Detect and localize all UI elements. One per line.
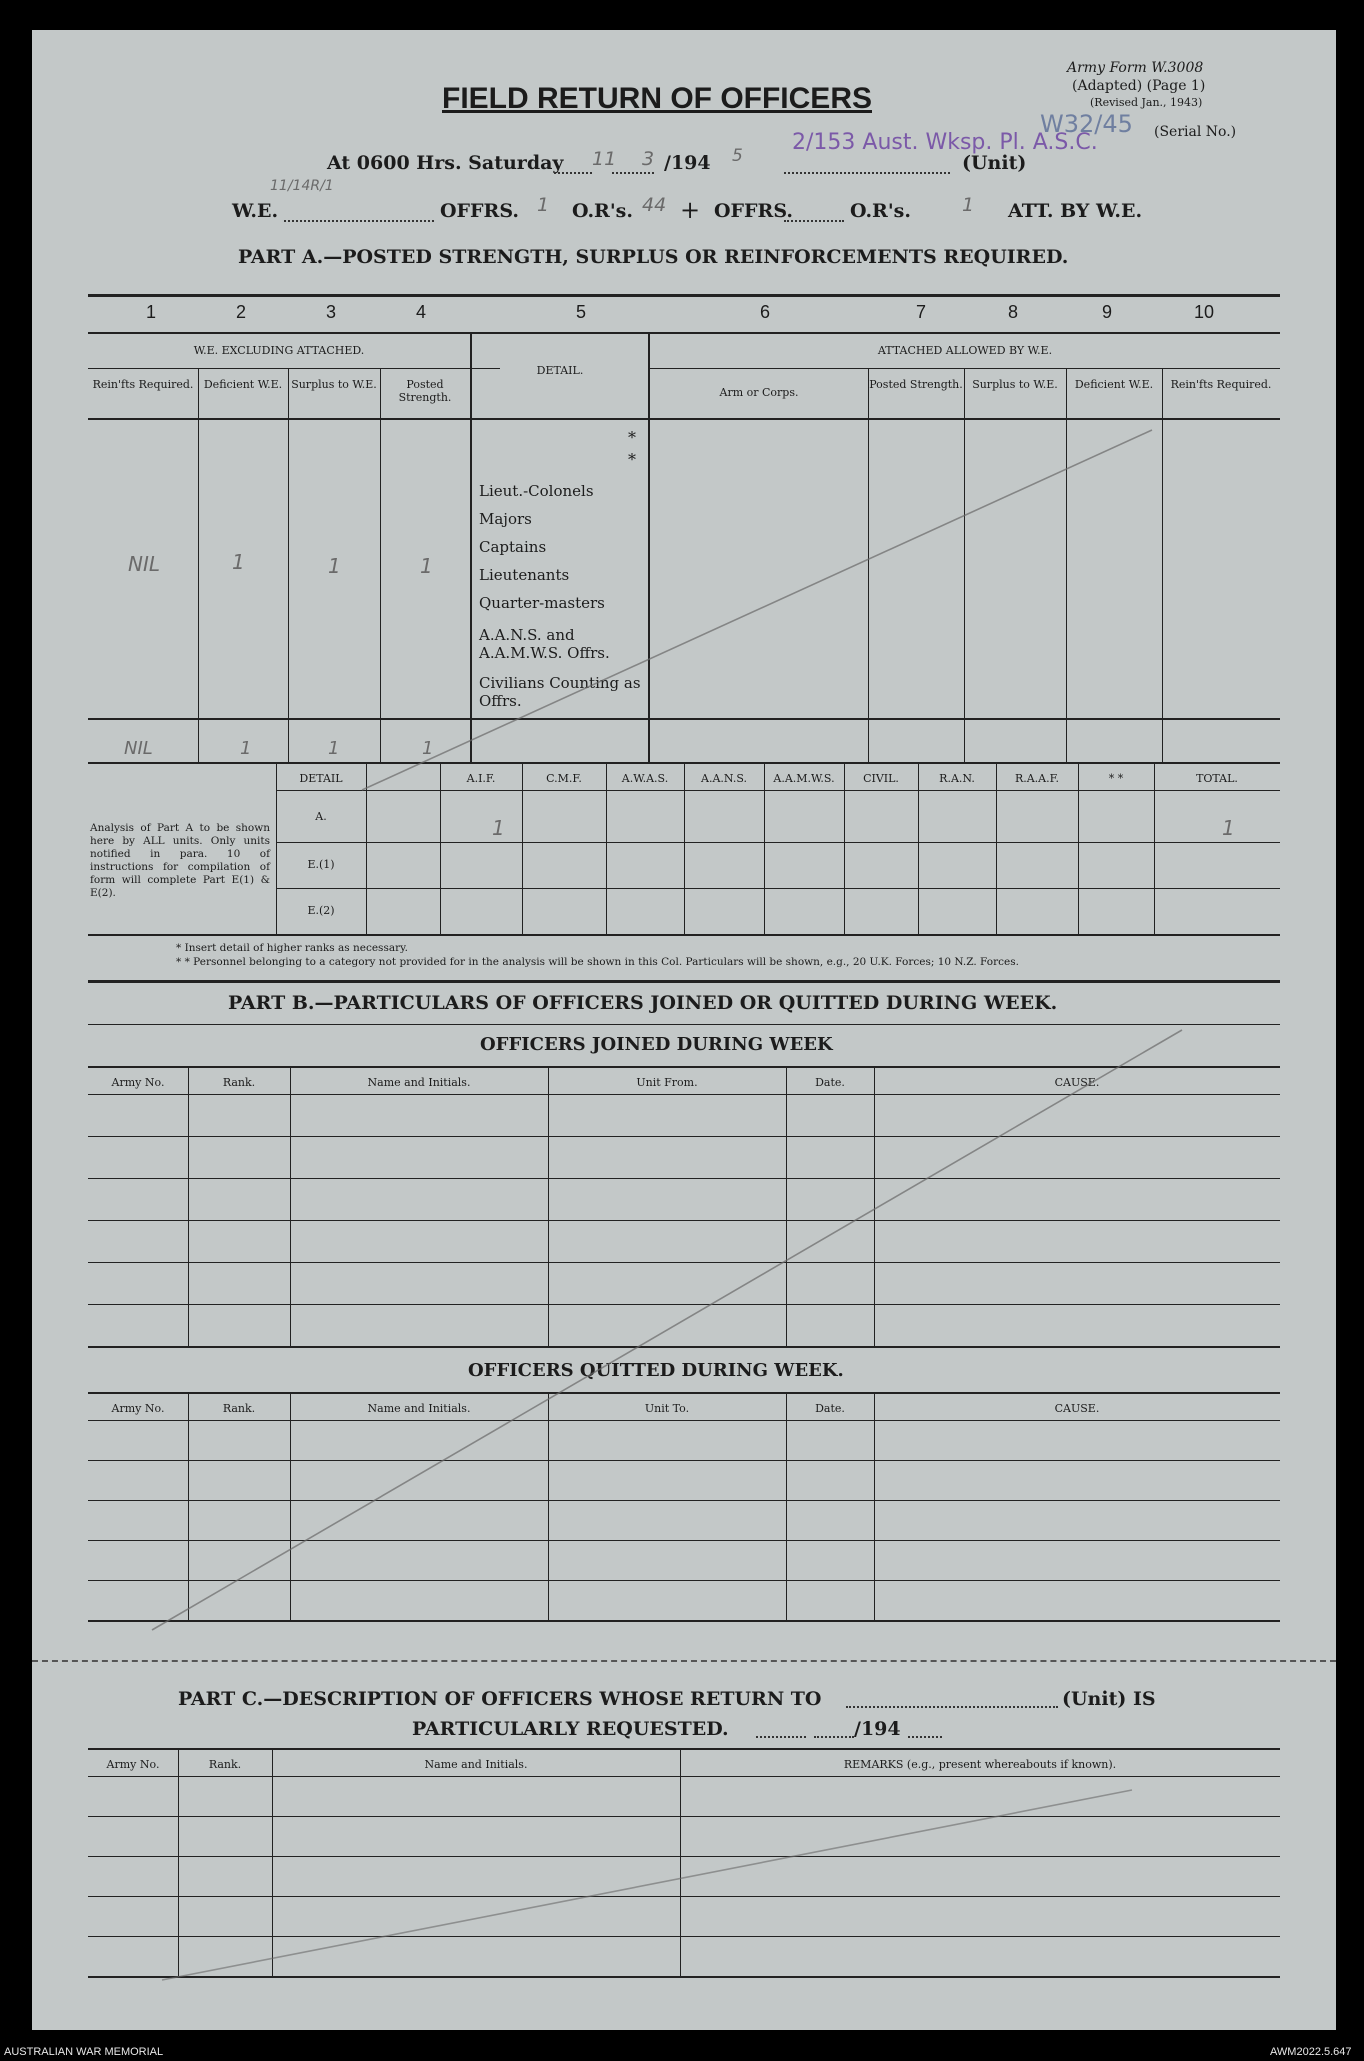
part-c-date-year: /194 (854, 1718, 901, 1740)
date-day: 11 (592, 148, 617, 170)
hw-total: 1 (1222, 816, 1235, 840)
quitted-col-army-no: Army No. (111, 1402, 165, 1415)
joined-col-cause: CAUSE. (1054, 1076, 1100, 1089)
col-number: 4 (416, 302, 427, 322)
col-number: 10 (1194, 302, 1215, 322)
offrs2-label: OFFRS. (714, 200, 793, 222)
col-att-reinforcements: Rein'fts Required. (1170, 378, 1272, 391)
col-number: 8 (1008, 302, 1019, 322)
group-header-left: W.E. EXCLUDING ATTACHED. (193, 344, 365, 357)
analysis-row-label: E.(1) (307, 858, 335, 871)
att-label: ATT. BY W.E. (1008, 200, 1143, 222)
date-year-digit: 5 (732, 146, 743, 166)
part-c-col-army-no: Army No. (106, 1758, 160, 1771)
part-c-line2: PARTICULARLY REQUESTED. (412, 1718, 729, 1740)
analysis-note: Analysis of Part A to be shown here by ALL units. Only units notified in para. 10 of instructions for compilation of form will complete Part E(1) & E(2). (90, 822, 270, 899)
quitted-title: OFFICERS QUITTED DURING WEEK. (468, 1360, 844, 1381)
analysis-col: A.W.A.S. (621, 772, 669, 785)
rank-lt-colonels: Lieut.-Colonels (479, 482, 594, 500)
rank-captains: Captains (479, 538, 547, 556)
we-note-handwritten: 11/14R/1 (270, 178, 334, 194)
quitted-col-rank: Rank. (222, 1402, 256, 1415)
analysis-col: DETAIL (299, 772, 343, 785)
analysis-col: A.I.F. (466, 772, 496, 785)
part-c-unit-label: (Unit) IS (1062, 1688, 1156, 1710)
col-number: 9 (1102, 302, 1113, 322)
col-att-surplus: Surplus to W.E. (972, 378, 1058, 391)
part-a-title: PART A.—POSTED STRENGTH, SURPLUS OR REINFORCEMENTS REQUIRED. (238, 246, 1069, 268)
analysis-col: A.A.M.W.S. (773, 772, 835, 785)
analysis-col: CIVIL. (863, 772, 899, 785)
ors-value: 44 (642, 194, 667, 216)
col-number: 1 (146, 302, 157, 322)
col-number: 5 (576, 302, 587, 322)
rank-aans: A.A.N.S. and A.A.M.W.S. Offrs. (479, 626, 610, 662)
col-posted: Posted Strength. (398, 378, 452, 404)
group-header-right: ATTACHED ALLOWED BY W.E. (877, 344, 1053, 357)
ors-label: O.R's. (572, 200, 633, 222)
hw-deficient: 1 (232, 550, 245, 574)
footnote-2: * * Personnel belonging to a category not provided for in the analysis will be shown in this Col. Particulars will be shown, e.g., 20 U.K. Forces; 10 N.Z. Forces. (176, 956, 1019, 968)
analysis-col: TOTAL. (1196, 772, 1238, 785)
analysis-col: R.A.A.F. (1014, 772, 1060, 785)
footer-accession: AWM2022.5.647 (1270, 2046, 1352, 2058)
offrs-value: 1 (537, 194, 550, 216)
rank-asterisk: * (628, 428, 636, 447)
joined-col-rank: Rank. (222, 1076, 256, 1089)
footer-archive: AUSTRALIAN WAR MEMORIAL (4, 2046, 164, 2058)
hw-aif: 1 (492, 816, 505, 840)
rank-quartermasters: Quarter-masters (479, 594, 605, 612)
hw-total-posted: 1 (422, 738, 434, 759)
rank-civilians: Civilians Counting as Offrs. (479, 674, 641, 710)
we-label: W.E. (232, 200, 279, 222)
analysis-col: A.A.N.S. (701, 772, 747, 785)
analysis-row-label: E.(2) (307, 904, 335, 917)
unit-stamp: 2/153 Aust. Wksp. Pl. A.S.C. (792, 130, 1098, 155)
analysis-row-label: A. (315, 810, 327, 823)
col-arm-corps: Arm or Corps. (719, 386, 799, 399)
offrs-label: OFFRS. (440, 200, 519, 222)
part-c-col-name: Name and Initials. (424, 1758, 528, 1771)
col-number: 3 (326, 302, 337, 322)
hw-total-surplus: 1 (328, 738, 340, 759)
at-line-label: At 0600 Hrs. Saturday (327, 152, 564, 174)
hw-surplus: 1 (328, 554, 341, 578)
detail-header: DETAIL. (536, 364, 584, 377)
analysis-col: R.A.N. (939, 772, 975, 785)
rank-majors: Majors (479, 510, 532, 528)
analysis-col: * * (1108, 772, 1124, 785)
rank-asterisk: * (628, 450, 636, 469)
col-number: 7 (916, 302, 927, 322)
joined-col-unit-from: Unit From. (636, 1076, 698, 1089)
col-number: 6 (760, 302, 771, 322)
ors2-label: O.R's. (850, 200, 911, 222)
col-att-posted: Posted Strength. (869, 378, 963, 391)
serial-handwritten: W32/45 (1040, 110, 1133, 138)
hw-posted: 1 (420, 554, 433, 578)
ors2-value: 1 (962, 194, 975, 216)
form-revised: (Revised Jan., 1943) (1090, 96, 1203, 109)
page-title: FIELD RETURN OF OFFICERS (442, 82, 872, 115)
col-reinforcements: Rein'fts Required. (92, 378, 194, 391)
joined-col-date: Date. (815, 1076, 845, 1089)
part-c-col-rank: Rank. (208, 1758, 242, 1771)
form-sheet (32, 30, 1336, 2030)
col-deficient: Deficient W.E. (203, 378, 283, 391)
col-surplus: Surplus to W.E. (291, 378, 377, 391)
pencil-strike-lines (32, 30, 1336, 2030)
col-number: 2 (236, 302, 247, 322)
serial-label: (Serial No.) (1154, 124, 1237, 140)
quitted-col-cause: CAUSE. (1054, 1402, 1100, 1415)
quitted-col-date: Date. (815, 1402, 845, 1415)
analysis-col: C.M.F. (546, 772, 582, 785)
col-att-deficient: Deficient W.E. (1074, 378, 1154, 391)
part-b-title: PART B.—PARTICULARS OF OFFICERS JOINED OR QUITTED DURING WEEK. (228, 992, 1058, 1014)
part-c-line1: PART C.—DESCRIPTION OF OFFICERS WHOSE RETURN TO (178, 1688, 822, 1710)
plus-sign: + (680, 196, 701, 224)
footnote-1: * Insert detail of higher ranks as necessary. (176, 942, 408, 954)
quitted-col-name: Name and Initials. (367, 1402, 471, 1415)
hw-total-deficient: 1 (240, 738, 252, 759)
rank-lieutenants: Lieutenants (479, 566, 570, 584)
joined-title: OFFICERS JOINED DURING WEEK (480, 1034, 833, 1055)
part-c-col-remarks: REMARKS (e.g., present whereabouts if known). (843, 1758, 1117, 1771)
joined-col-name: Name and Initials. (367, 1076, 471, 1089)
quitted-col-unit-to: Unit To. (644, 1402, 690, 1415)
joined-col-army-no: Army No. (111, 1076, 165, 1089)
date-month: 3 (642, 148, 655, 170)
hw-reinforcements: NIL (128, 552, 161, 576)
form-number: Army Form W.3008 (1067, 60, 1204, 76)
form-adapted: (Adapted) (Page 1) (1072, 78, 1206, 94)
hw-total-reinforcements: NIL (124, 738, 153, 759)
unit-label: (Unit) (962, 152, 1027, 174)
date-year: /194 (664, 152, 711, 174)
